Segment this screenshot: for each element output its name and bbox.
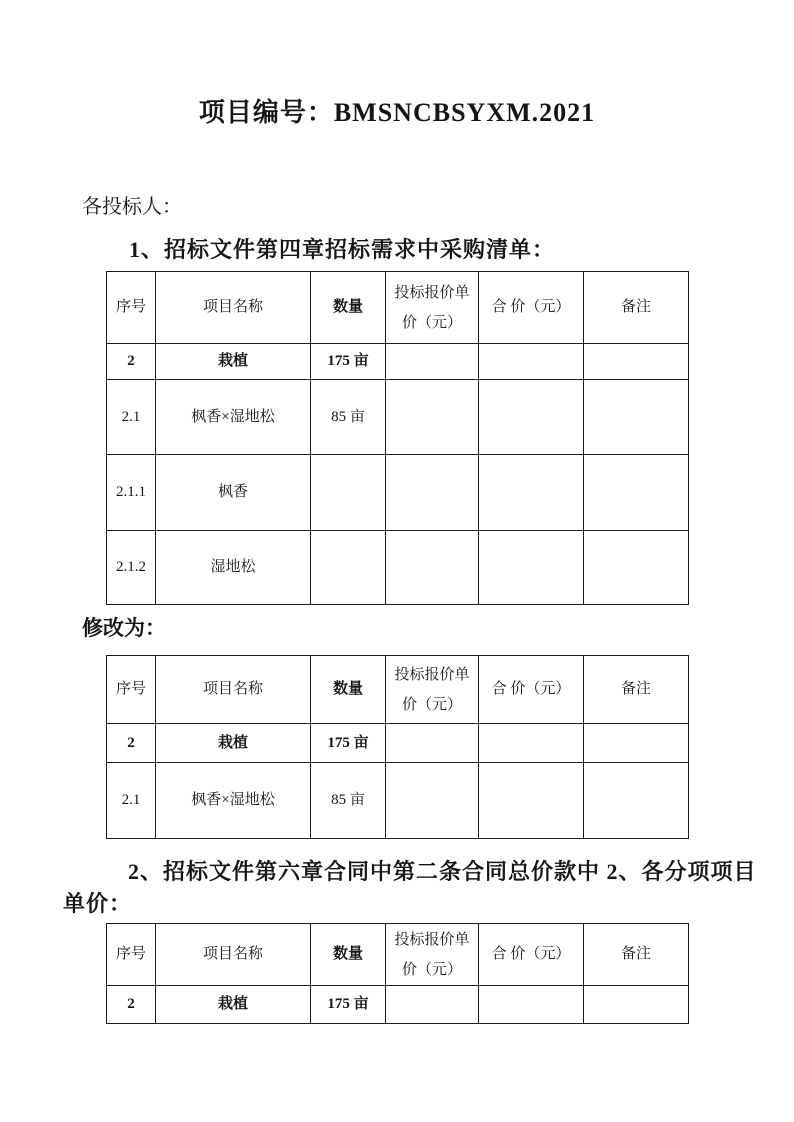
header-unit-price-line1: 投标报价单: [394, 666, 470, 683]
header-unit-price: [386, 924, 479, 986]
cell-seq: 2.1.2: [107, 531, 156, 605]
header-unit-price-line1: 投标报价单: [394, 284, 470, 301]
header-quantity: 数量: [311, 656, 386, 724]
header-item-name: 项目名称: [156, 656, 311, 724]
header-unit-price: [386, 656, 479, 724]
modified-table: [106, 655, 689, 839]
cell-total-price: [479, 344, 584, 380]
cell-total-price: [479, 380, 584, 455]
table-row: [107, 531, 689, 605]
cell-total-price: [479, 455, 584, 531]
table-row: [107, 344, 689, 380]
header-remark: 备注: [584, 656, 689, 724]
cell-quantity: 175 亩: [311, 344, 386, 380]
cell-seq: 2.1: [107, 380, 156, 455]
unit-price-table: [106, 923, 689, 1024]
cell-unit-price: [386, 531, 479, 605]
salutation: 各投标人：: [82, 196, 182, 218]
procurement-table: [106, 271, 689, 605]
table-row: [107, 455, 689, 531]
table-header-row: [107, 656, 689, 724]
cell-seq: 2: [107, 724, 156, 763]
cell-item-name: 枫香×湿地松: [156, 763, 311, 839]
cell-unit-price: [386, 763, 479, 839]
cell-quantity: 85 亩: [311, 380, 386, 455]
modified-label: 修改为：: [82, 616, 166, 640]
cell-unit-price: [386, 380, 479, 455]
cell-item-name: 栽植: [156, 724, 311, 763]
cell-quantity: 175 亩: [311, 986, 386, 1024]
table-row: [107, 986, 689, 1024]
cell-total-price: [479, 763, 584, 839]
cell-unit-price: [386, 344, 479, 380]
cell-seq: 2.1.1: [107, 455, 156, 531]
cell-remark: [584, 455, 689, 531]
header-seq: 序号: [107, 924, 156, 986]
cell-remark: [584, 724, 689, 763]
header-remark: 备注: [584, 272, 689, 344]
section-1-heading: 1、招标文件第四章招标需求中采购清单：: [129, 237, 556, 262]
cell-seq: 2: [107, 344, 156, 380]
cell-quantity: 175 亩: [311, 724, 386, 763]
header-seq: 序号: [107, 656, 156, 724]
cell-item-name: 枫香×湿地松: [156, 380, 311, 455]
header-unit-price-line2: 价（元）: [401, 314, 462, 331]
header-unit-price-line2: 价（元）: [401, 961, 462, 978]
cell-item-name: 湿地松: [156, 531, 311, 605]
table-header-row: [107, 924, 689, 986]
table-row: [107, 763, 689, 839]
cell-quantity: 85 亩: [311, 763, 386, 839]
cell-seq: 2: [107, 986, 156, 1024]
header-quantity: 数量: [311, 272, 386, 344]
cell-seq: 2.1: [107, 763, 156, 839]
section-2-heading-line1: 2、招标文件第六章合同中第二条合同总价款中 2、各分项项目: [128, 859, 757, 884]
header-item-name: 项目名称: [156, 924, 311, 986]
cell-item-name: 栽植: [156, 344, 311, 380]
header-remark: 备注: [584, 924, 689, 986]
header-item-name: 项目名称: [156, 272, 311, 344]
cell-total-price: [479, 986, 584, 1024]
cell-total-price: [479, 724, 584, 763]
cell-remark: [584, 531, 689, 605]
cell-unit-price: [386, 724, 479, 763]
table-row: [107, 380, 689, 455]
header-seq: 序号: [107, 272, 156, 344]
header-unit-price: [386, 272, 479, 344]
cell-remark: [584, 763, 689, 839]
section-2-heading-line2: 单价：: [63, 891, 133, 916]
header-total-price: 合 价（元）: [479, 272, 584, 344]
table-row: [107, 724, 689, 763]
cell-unit-price: [386, 986, 479, 1024]
page-title: 项目编号：BMSNCBSYXM.2021: [198, 98, 596, 127]
cell-remark: [584, 986, 689, 1024]
cell-unit-price: [386, 455, 479, 531]
cell-remark: [584, 380, 689, 455]
cell-total-price: [479, 531, 584, 605]
header-unit-price-line1: 投标报价单: [394, 931, 470, 948]
cell-quantity: [311, 531, 386, 605]
cell-item-name: 栽植: [156, 986, 311, 1024]
cell-item-name: 枫香: [156, 455, 311, 531]
table-header-row: [107, 272, 689, 344]
header-unit-price-line2: 价（元）: [401, 696, 462, 713]
cell-remark: [584, 344, 689, 380]
header-total-price: 合 价（元）: [479, 656, 584, 724]
header-total-price: 合 价（元）: [479, 924, 584, 986]
cell-quantity: [311, 455, 386, 531]
header-quantity: 数量: [311, 924, 386, 986]
